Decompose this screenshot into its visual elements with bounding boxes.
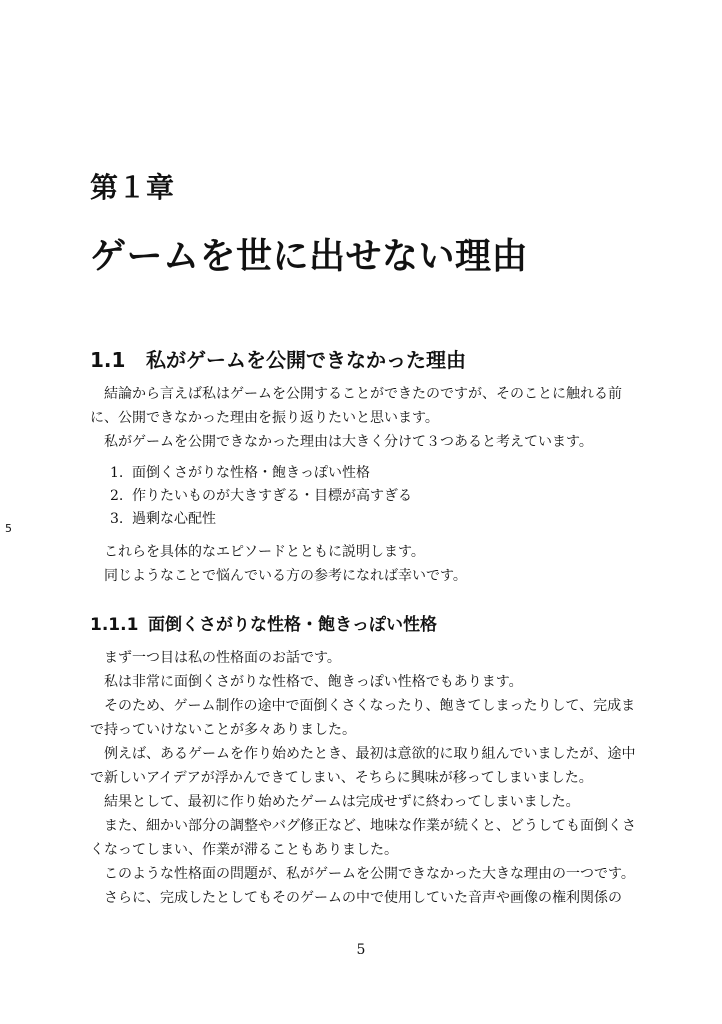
list-text: 作りたいものが大きすぎる・目標が高すぎる [132, 488, 412, 504]
chapter-label: 第１章 [90, 171, 175, 204]
paragraph: 例えば、あるゲームを作り始めたとき、最初は意欲的に取り組んでいましたが、途中で新しいアイデアが浮かんできてしまい、そちらに興味が移ってしまいました。 [90, 746, 636, 786]
section-heading [90, 344, 466, 373]
paragraph: さらに、完成したとしてもそのゲームの中で使用していた音声や画像の権利関係の [104, 890, 622, 906]
paragraph: 結果として、最初に作り始めたゲームは完成せずに終わってしまいました。 [104, 794, 580, 810]
reasons-list [110, 462, 412, 531]
paragraph: これらを具体的なエピソードとともに説明します。 [104, 544, 425, 560]
section-title: 私がゲームを公開できなかった理由 [146, 348, 466, 372]
list-index: 3. [110, 511, 124, 527]
list-text: 面倒くさがりな性格・飽きっぽい性格 [132, 465, 370, 481]
paragraph: また、細かい部分の調整やバグ修正など、地味な作業が続くと、どうしても面倒くさくなってしまい、作業が滞ることもありました。 [90, 818, 636, 858]
list-item [110, 508, 412, 531]
section-intro [90, 382, 640, 454]
list-index: 2. [110, 488, 124, 504]
paragraph: 同じようなことで悩んでいる方の参考になれば幸いです。 [104, 568, 467, 584]
chapter-title: ゲームを世に出せない理由 [90, 236, 529, 277]
list-text: 過剰な心配性 [132, 511, 216, 527]
subsection-body [90, 646, 640, 910]
subsection-title: 面倒くさがりな性格・飽きっぽい性格 [148, 615, 437, 635]
list-item [110, 462, 412, 485]
list-item [110, 485, 412, 508]
paragraph: 私がゲームを公開できなかった理由は大きく分けて３つあると考えています。 [104, 434, 593, 450]
paragraph: 結論から言えば私はゲームを公開することができたのですが、そのことに触れる前に、公開できなかった理由を振り返りたいと思います。 [90, 386, 622, 426]
paragraph: そのため、ゲーム制作の途中で面倒くさくなったり、飽きてしまったりして、完成まで持っていけないことが多々ありました。 [90, 698, 636, 738]
paragraph: 私は非常に面倒くさがりな性格で、飽きっぽい性格でもあります。 [104, 674, 523, 690]
subsection-number: 1.1.1 [90, 615, 139, 635]
subsection-heading [90, 610, 437, 635]
page-number: 5 [356, 942, 366, 958]
section-number: 1.1 [90, 348, 126, 372]
margin-line-number: 5 [5, 522, 12, 535]
paragraph: このような性格面の問題が、私がゲームを公開できなかった大きな理由の一つです。 [104, 866, 635, 882]
list-index: 1. [110, 465, 124, 481]
paragraph: まず一つ目は私の性格面のお話です。 [104, 650, 341, 666]
section-after-list [90, 540, 640, 588]
